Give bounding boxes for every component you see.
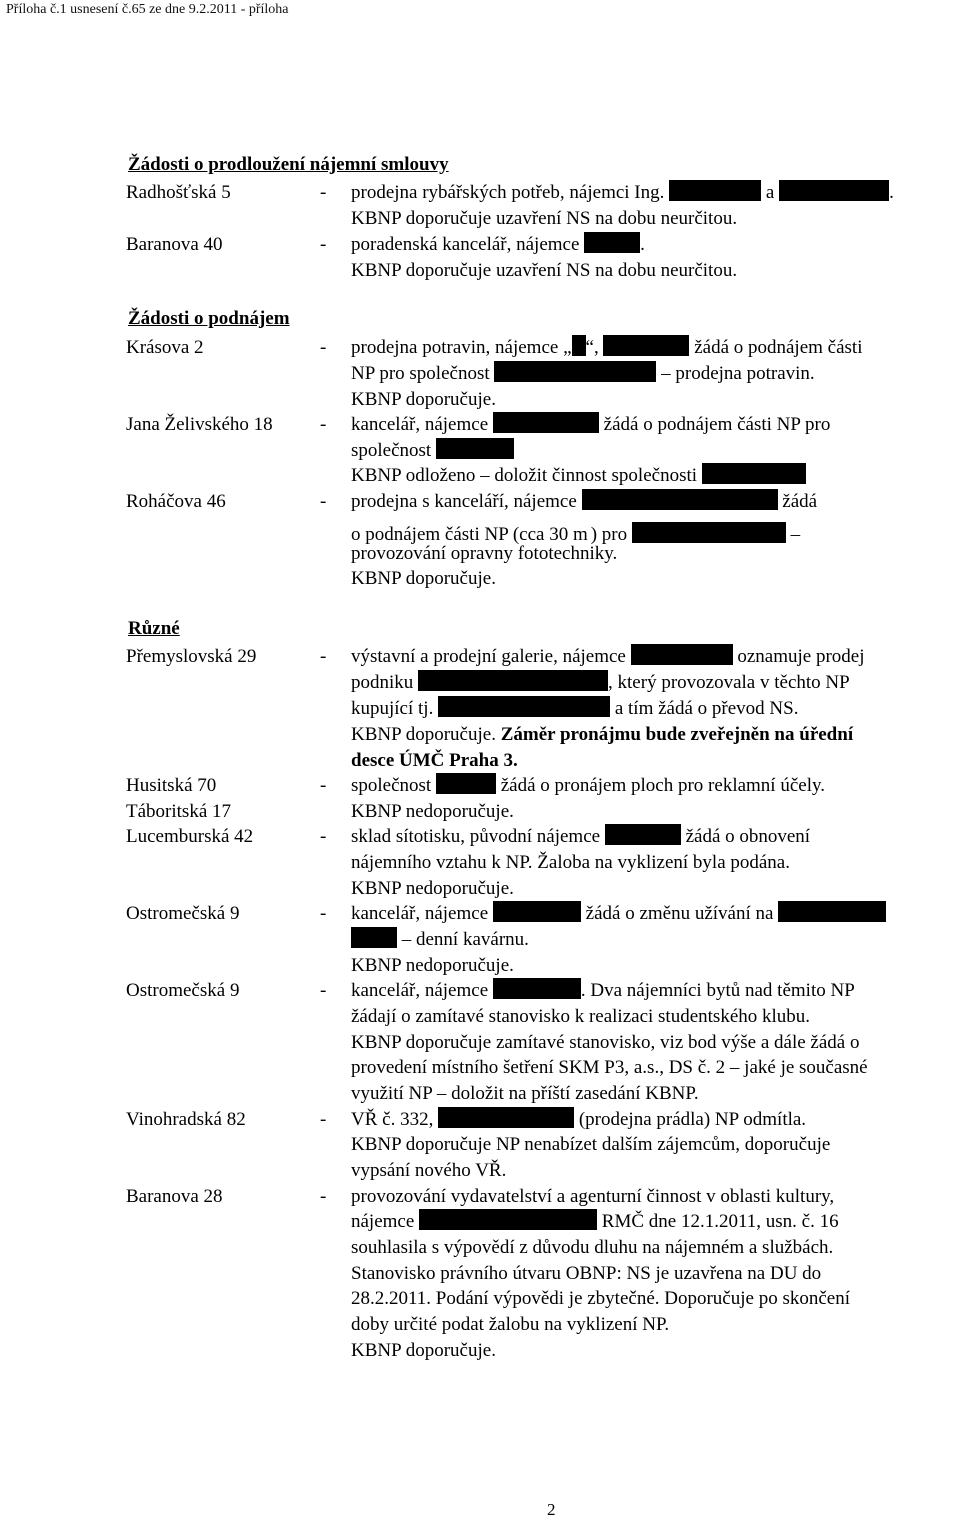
text: prodejna s kanceláří, nájemce [351, 491, 577, 512]
text: nájemce [351, 1211, 415, 1232]
entry-baranova28-line2 [0, 1209, 960, 1235]
redaction-block [632, 522, 786, 543]
text: společnost [351, 440, 432, 461]
dash: - [320, 775, 327, 796]
redaction-block [438, 696, 610, 717]
entry-rohacova-line1 [0, 489, 960, 515]
text: souhlasila s výpovědí z důvodu dluhu na nájemném a službách. [351, 1237, 834, 1258]
text: , který provozovala v těchto NP [608, 672, 850, 693]
text: KBNP doporučuje. [351, 724, 496, 745]
section-title-ruzne: Různé [128, 618, 180, 639]
entry-ostromecska-b-line3 [0, 1030, 960, 1056]
entry-ostromecska-a-line3 [0, 953, 960, 979]
entry-ostromecska-a-line2 [0, 927, 960, 953]
text: podniku [351, 672, 414, 693]
text: – prodejna potravin. [661, 363, 815, 384]
entry-premyslovska-line5 [0, 748, 960, 774]
text: KBNP nedoporučuje. [351, 801, 514, 822]
address: Husitská 70 [126, 775, 217, 796]
entry-lucemburska-line1 [0, 824, 960, 850]
entry-baranova40-line2 [0, 258, 960, 284]
text: KBNP odloženo – doložit činnost společnosti [351, 465, 698, 486]
text: “, [585, 337, 599, 358]
redaction-block [419, 1209, 597, 1230]
text: KBNP nedoporučuje. [351, 955, 514, 976]
page-number: 2 [547, 1500, 556, 1519]
text: a [765, 182, 775, 203]
text: Stanovisko právního útvaru OBNP: NS je uzavřena na DU do [351, 1263, 822, 1284]
text: kancelář, nájemce [351, 903, 489, 924]
redaction-block [436, 438, 514, 459]
entry-baranova28-line3 [0, 1235, 960, 1261]
text: KBNP doporučuje. [351, 1340, 496, 1361]
entry-lucemburska-line2 [0, 850, 960, 876]
dash: - [320, 1109, 327, 1130]
text: sklad sítotisku, původní nájemce [351, 826, 601, 847]
dash: - [320, 337, 327, 358]
section-title-podnajem: Žádosti o podnájem [128, 308, 290, 329]
redaction-block [493, 901, 581, 922]
entry-ostromecska-b-line4 [0, 1055, 960, 1081]
entry-baranova28-line6 [0, 1312, 960, 1338]
text: žádá o pronájem ploch pro reklamní účely. [500, 775, 825, 796]
text: oznamuje prodej [737, 646, 865, 667]
dash: - [320, 414, 327, 435]
address: Ostromečská 9 [126, 903, 240, 924]
entry-ostromecska-a-line1 [0, 901, 960, 927]
address: Krásova 2 [126, 337, 204, 358]
address: Přemyslovská 29 [126, 646, 257, 667]
entry-premyslovska-line2 [0, 670, 960, 696]
address: Vinohradská 82 [126, 1109, 246, 1130]
dash: - [320, 491, 327, 512]
text: prodejna rybářských potřeb, nájemci Ing. [351, 182, 665, 203]
address: Jana Želivského 18 [126, 414, 273, 435]
text: . Dva nájemníci bytů nad těmito NP [580, 980, 855, 1001]
entry-baranova28-line4 [0, 1261, 960, 1287]
entry-ostromecska-b-line2 [0, 1004, 960, 1030]
redaction-block [605, 824, 681, 845]
redaction-block [418, 670, 608, 691]
text: . [889, 182, 894, 203]
redaction-block [494, 361, 656, 382]
entry-zelivskeho-line1 [0, 412, 960, 438]
text: KBNP doporučuje uzavření NS na dobu neurčitou. [351, 260, 738, 281]
address: Baranova 28 [126, 1186, 223, 1207]
dash: - [320, 646, 327, 667]
document-header: Příloha č.1 usnesení č.65 ze dne 9.2.2011 - příloha [6, 2, 289, 17]
dash: - [320, 980, 327, 1001]
entry-baranova28-line7 [0, 1338, 960, 1364]
entry-lucemburska-line3 [0, 876, 960, 902]
entry-rohacova-line3 [0, 541, 960, 567]
redaction-block [438, 1107, 574, 1128]
text: prodejna potravin, nájemce „ [351, 337, 572, 358]
text: žádá o změnu užívání na [585, 903, 774, 924]
text: kancelář, nájemce [351, 980, 489, 1001]
text: KBNP doporučuje uzavření NS na dobu neurčitou. [351, 208, 738, 229]
entry-rohacova-line2 [0, 515, 960, 545]
text: doby určité podat žalobu na vyklizení NP. [351, 1314, 670, 1335]
redaction-block [779, 180, 889, 201]
text: ) pro [590, 524, 628, 545]
dash: - [320, 234, 327, 255]
text: (prodejna prádla) NP odmítla. [578, 1109, 807, 1130]
redaction-block [778, 901, 886, 922]
redaction-block [584, 232, 640, 253]
text: KBNP doporučuje zamítavé stanovisko, viz bod výše a dále žádá o [351, 1032, 860, 1053]
text: žádají o zamítavé stanovisko k realizaci studentského klubu. [351, 1006, 811, 1027]
address: Radhošťská 5 [126, 182, 231, 203]
redaction-block [351, 927, 397, 948]
text: využití NP – doložit na příští zasedání KBNP. [351, 1083, 699, 1104]
text: o podnájem části NP (cca 30 m [351, 524, 588, 545]
bold-text: Záměr pronájmu bude zveřejněn na úřední [500, 724, 854, 745]
text: VŘ č. 332, [351, 1109, 434, 1130]
dash: - [320, 1186, 327, 1207]
text: žádá o podnájem části [694, 337, 863, 358]
entry-taboritska-line1 [0, 799, 960, 825]
address: Ostromečská 9 [126, 980, 240, 1001]
text: KBNP doporučuje. [351, 389, 496, 410]
text: 28.2.2011. Podání výpovědi je zbytečné. Doporučuje po skončení [351, 1288, 850, 1309]
entry-krasova-line1 [0, 335, 960, 361]
redaction-block [603, 335, 689, 356]
entry-baranova28-line5 [0, 1286, 960, 1312]
text: KBNP doporučuje NP nenabízet dalším zájemcům, doporučuje [351, 1134, 831, 1155]
address: Táboritská 17 [126, 801, 232, 822]
redaction-block [436, 773, 496, 794]
entry-premyslovska-line4 [0, 722, 960, 748]
entry-rohacova-line4 [0, 566, 960, 592]
text: . [640, 234, 645, 255]
redaction-block [631, 644, 733, 665]
text: – [790, 524, 801, 545]
text: RMČ dne 12.1.2011, usn. č. 16 [601, 1211, 839, 1232]
entry-premyslovska-line3 [0, 696, 960, 722]
entry-vinohradska-line3 [0, 1158, 960, 1184]
text: žádá o podnájem části NP pro [603, 414, 831, 435]
text: žádá [782, 491, 818, 512]
text: vypsání nového VŘ. [351, 1160, 507, 1181]
address: Baranova 40 [126, 234, 223, 255]
text: provedení místního šetření SKM P3, a.s., DS č. 2 – jaké je současné [351, 1057, 868, 1078]
text: výstavní a prodejní galerie, nájemce [351, 646, 626, 667]
text: KBNP nedoporučuje. [351, 878, 514, 899]
entry-radhostska-line2 [0, 206, 960, 232]
text: společnost [351, 775, 432, 796]
text: – denní kavárnu. [401, 929, 529, 950]
text: KBNP doporučuje. [351, 568, 496, 589]
redaction-block [572, 335, 586, 356]
entry-premyslovska-line1 [0, 644, 960, 670]
entry-krasova-line2 [0, 361, 960, 387]
redaction-block [493, 978, 581, 999]
text: provozování opravny fototechniky. [351, 543, 618, 564]
address: Lucemburská 42 [126, 826, 254, 847]
redaction-block [669, 180, 761, 201]
redaction-block [702, 463, 806, 484]
entry-krasova-line3 [0, 387, 960, 413]
dash: - [320, 826, 327, 847]
entry-ostromecska-b-line5 [0, 1081, 960, 1107]
entry-zelivskeho-line2 [0, 438, 960, 464]
text: provozování vydavatelství a agenturní činnost v oblasti kultury, [351, 1186, 835, 1207]
entry-zelivskeho-line3 [0, 463, 960, 489]
text: poradenská kancelář, nájemce [351, 234, 580, 255]
text: kancelář, nájemce [351, 414, 489, 435]
address: Roháčova 46 [126, 491, 226, 512]
text: žádá o obnovení [685, 826, 811, 847]
text: a tím žádá o převod NS. [614, 698, 799, 719]
entry-baranova40-line1 [0, 232, 960, 258]
dash: - [320, 903, 327, 924]
bold-text: desce ÚMČ Praha 3. [351, 750, 518, 771]
entry-vinohradska-line2 [0, 1132, 960, 1158]
entry-husitska-line1 [0, 773, 960, 799]
text: NP pro společnost [351, 363, 490, 384]
text: nájemního vztahu k NP. Žaloba na vyklizení byla podána. [351, 852, 790, 873]
entry-ostromecska-b-line1 [0, 978, 960, 1004]
dash: - [320, 182, 327, 203]
section-title-prodlouzeni: Žádosti o prodloužení nájemní smlouvy [128, 154, 449, 175]
text: kupující tj. [351, 698, 434, 719]
entry-radhostska-line1 [0, 180, 960, 206]
redaction-block [493, 412, 599, 433]
redaction-block [582, 489, 778, 510]
entry-baranova28-line1 [0, 1184, 960, 1210]
entry-vinohradska-line1 [0, 1107, 960, 1133]
